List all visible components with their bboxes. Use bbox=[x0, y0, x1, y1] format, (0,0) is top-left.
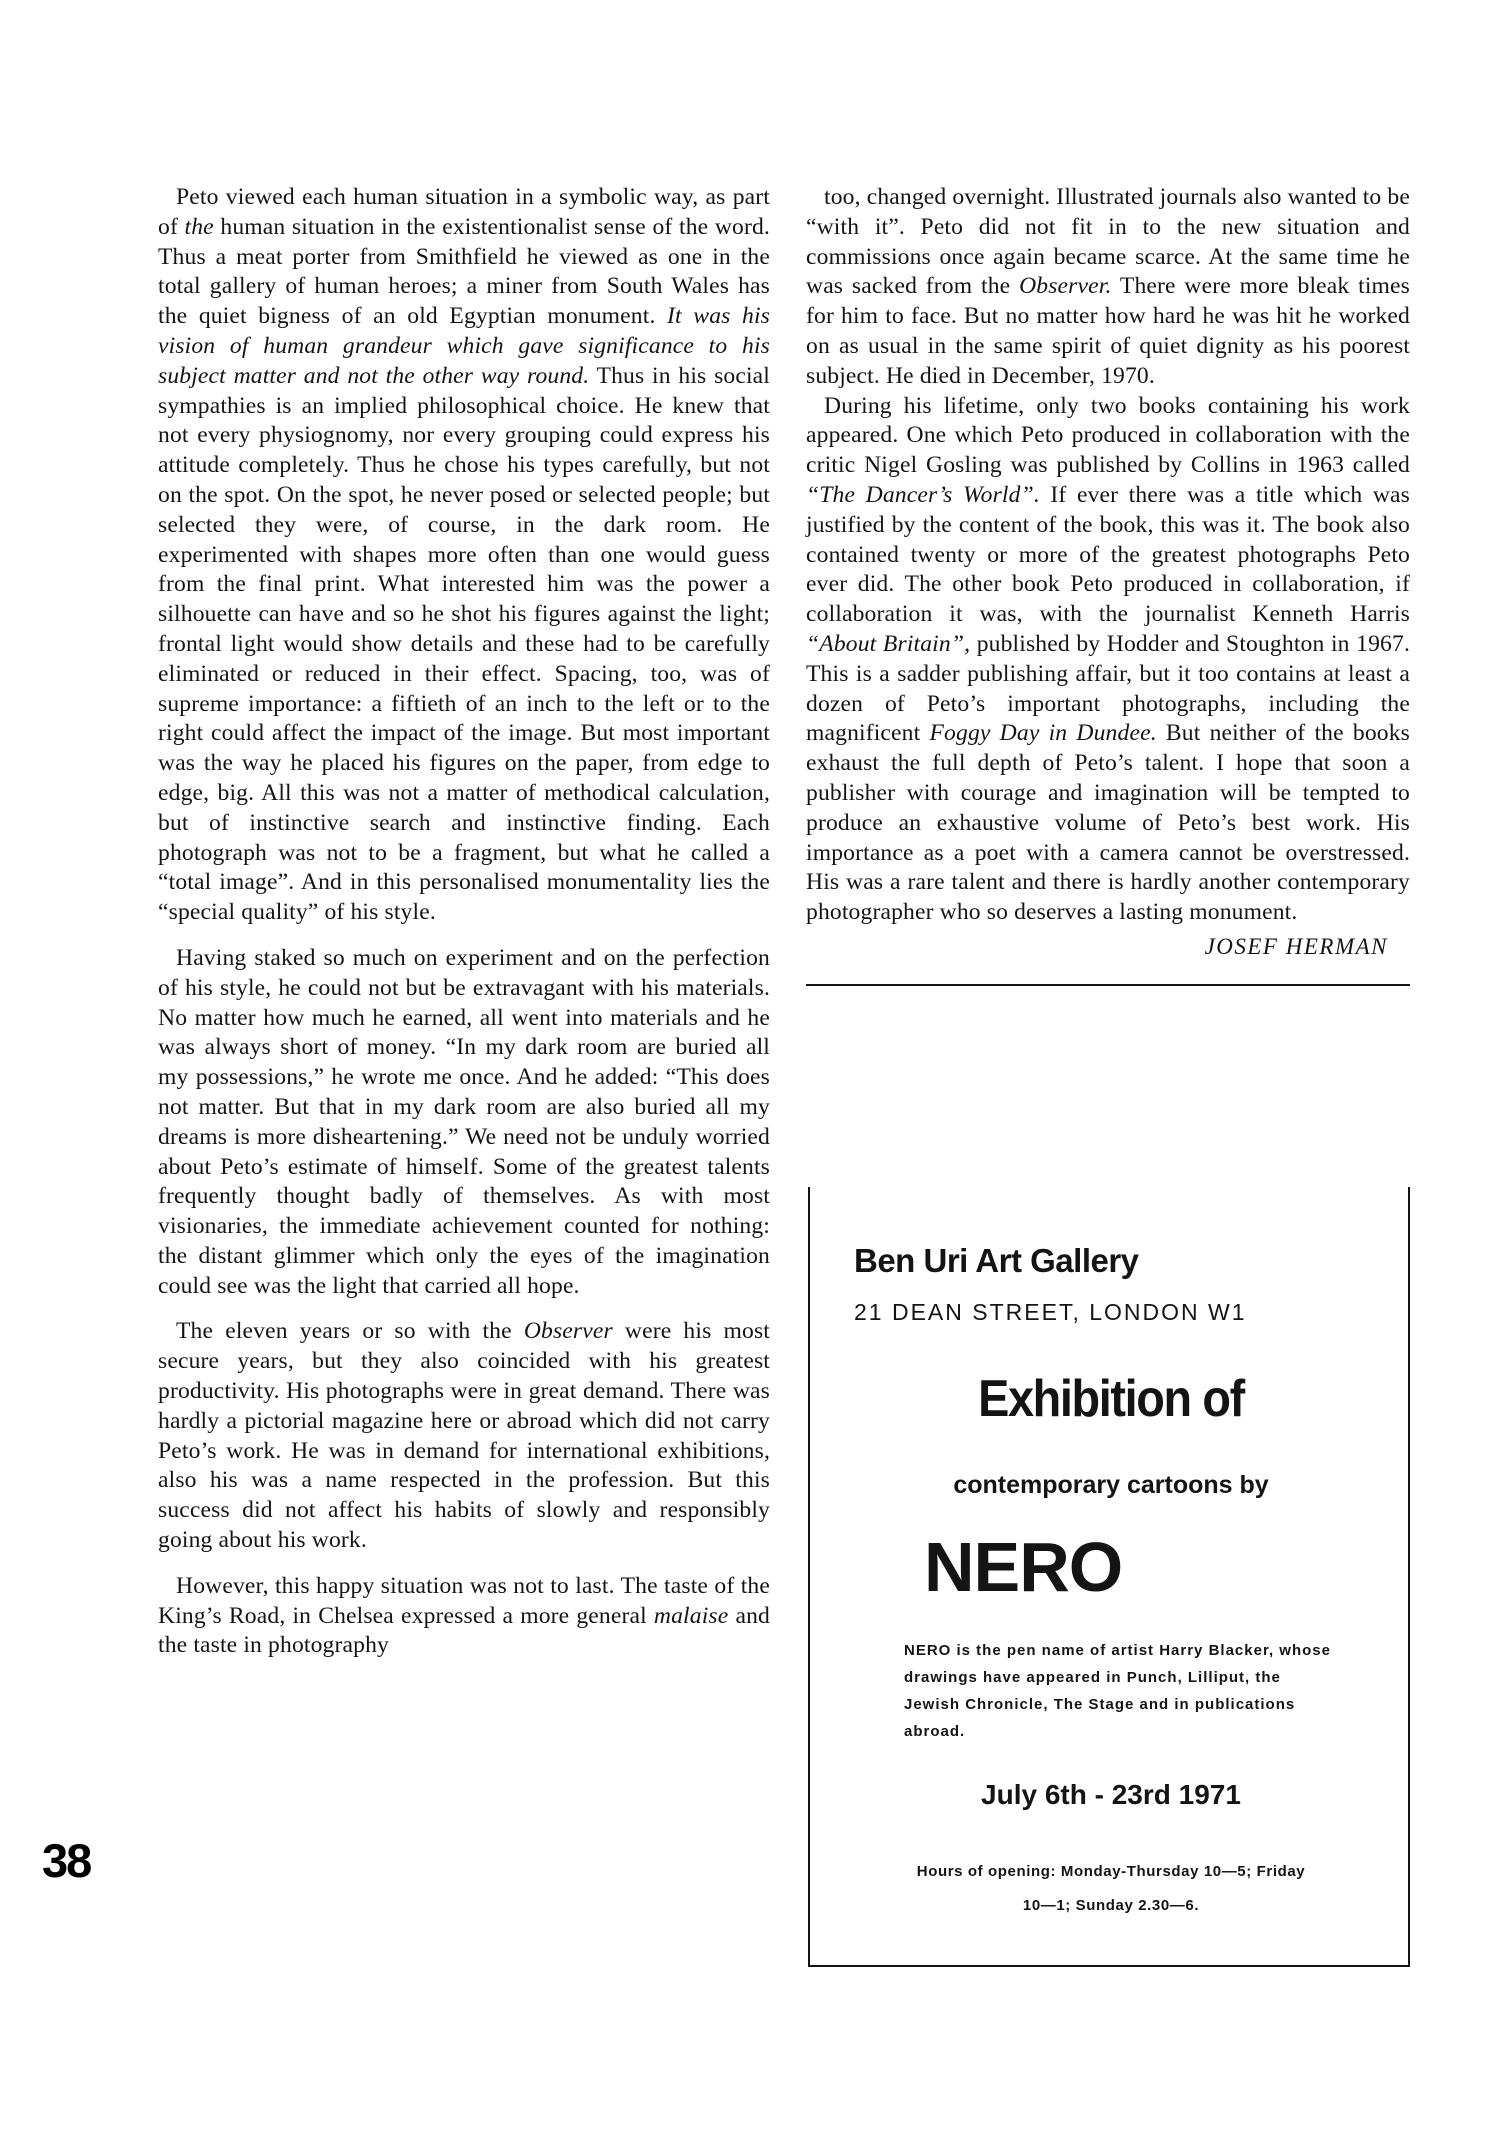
italic-text: “The Dancer’s World”. bbox=[806, 481, 1040, 508]
italic-text: “About Britain”, bbox=[806, 630, 971, 657]
text-run: were his most secure years, but they also coincided with his greatest productivity. His photographs were in great demand. There was hardly a pictorial magazine here or abroad which did not carry Peto’s work. He was in demand for international exhibitions, also his was a name respected in the profession. But this success did not affect his habits of slowly and responsibly going about his work. bbox=[158, 1318, 770, 1554]
ad-gallery-name: Ben Uri Art Gallery bbox=[854, 1242, 1139, 1279]
paragraph bbox=[158, 1317, 770, 1555]
ad-opening-hours bbox=[854, 1855, 1368, 1923]
ad-subheading: contemporary cartoons by bbox=[953, 1471, 1269, 1499]
ad-headline: Exhibition of bbox=[978, 1370, 1244, 1428]
paragraph bbox=[806, 183, 1410, 392]
italic-text: Foggy Day in Dundee. bbox=[929, 720, 1157, 747]
text-run: Thus in his social sympathies is an implied philosophical choice. He knew that not every physiognomy, nor every grouping could express his attitude completely. Thus he chose his types carefully, but not on the spot. On the spot, he never posed or selected people; but selected they were, of course, in the dark room. He experimented with shapes more often than one would guess from the final print. What interested him was the power a silhouette can have and so he shot his figures against the light; frontal light would show details and these had to be carefully eliminated or reduced in their effect. Spacing, too, was of supreme importance: a fiftieth of an inch to the left or to the right could affect the impact of the image. But most important was the way he placed his figures on the paper, from edge to edge, big. All this was not a matter of methodical calculation, but of instinctive search and instinctive finding. Each photograph was not to be a fragment, but what he called a “total image”. And in this personalised monumentality lies the “special quality” of his style. bbox=[158, 362, 771, 926]
text-run: The eleven years or so with the bbox=[176, 1318, 524, 1345]
ad-address: 21 DEAN STREET, LONDON W1 bbox=[854, 1299, 1247, 1325]
text-run: However, this happy situation was not to last. The taste of the King’s Road, in Chelsea expressed a more general bbox=[158, 1572, 770, 1629]
italic-text: the bbox=[184, 213, 214, 240]
text-run: Peto viewed each human situation in a symbolic way, as part of bbox=[158, 184, 770, 240]
right-column bbox=[806, 183, 1410, 986]
text-run: published by Hodder and Stoughton in 1967. This is a sadder publishing affair, but it too contains at least a dozen of Peto’s important photographs, including the magnificent bbox=[806, 630, 1410, 747]
text-run: If ever there was a title which was justified by the content of the book, this was it. The book also contained twenty or more of the greatest photographs Peto ever did. The other book Peto produced in collaboration, if collaboration it was, with the journalist Kenneth Harris bbox=[806, 481, 1410, 628]
ad-artist-name: NERO bbox=[924, 1528, 1123, 1606]
left-column bbox=[158, 183, 770, 1661]
text-run: But neither of the books exhaust the full depth of Peto’s talent. I hope that soon a publisher with courage and imagination will be tempted to produce an exhaustive volume of Peto’s best work. His importance as a poet with a camera cannot be overstressed. His was a rare talent and there is hardly another contemporary photographer who so deserves a lasting monument. bbox=[806, 720, 1410, 926]
paragraph bbox=[158, 1572, 770, 1661]
ad-dates: July 6th - 23rd 1971 bbox=[981, 1779, 1241, 1810]
exhibition-advert bbox=[808, 1187, 1410, 1967]
paragraph bbox=[806, 392, 1410, 928]
text-run: During his lifetime, only two books containing his work appeared. One which Peto produced in collaboration with the critic Nigel Gosling was published by Collins in 1963 called bbox=[806, 392, 1410, 479]
paragraph bbox=[158, 944, 770, 1302]
text-run: and the taste in photography bbox=[158, 1602, 770, 1659]
text-run: There were more bleak times for him to face. But no matter how hard he was hit he worked on as usual in the same spirit of quiet dignity as his poorest subject. He died in December, 1970. bbox=[806, 273, 1410, 389]
page-number: 38 bbox=[42, 1834, 91, 1887]
italic-text: Observer bbox=[523, 1318, 613, 1345]
paragraph bbox=[158, 183, 770, 928]
text-run: human situation in the existentionalist sense of the word. Thus a meat porter from Smithfield he viewed as one in the total gallery of human heroes; a miner from South Wales has the quiet bigness of an old Egyptian monument. bbox=[158, 213, 770, 330]
ad-artist-bio: NERO is the pen name of artist Harry Blacker, whose drawings have appeared in Punch, Lilliput, the Jewish Chronicle, The Stage and in publications abroad. bbox=[904, 1642, 1331, 1740]
text-run: Having staked so much on experiment and on the perfection of his style, he could not but be extravagant with his materials. No matter how much he earned, all went into materials and he was always short of money. “In my dark room are buried all my possessions,” he wrote me once. And he added: “This does not matter. But that in my dark room are also buried all my dreams is more disheartening.” We need not be unduly worried about Peto’s estimate of himself. Some of the greatest talents frequently thought badly of themselves. As with most visionaries, the immediate achievement counted for nothing: the distant glimmer which only the eyes of the imagination could see was the light that carried all hope. bbox=[158, 944, 770, 1299]
ad-hours-line: Hours of opening: Monday-Thursday 10—5; Friday bbox=[916, 1863, 1306, 1880]
text-run: too, changed overnight. Illustrated journals also wanted to be “with it”. Peto did not fit in to the new situation and commissions once again became scarce. At the same time he was sacked from the bbox=[806, 184, 1410, 300]
author-signature: JOSEF HERMAN bbox=[1204, 933, 1388, 959]
ad-hours-line: 10—1; Sunday 2.30—6. bbox=[1022, 1897, 1200, 1914]
italic-text: Observer. bbox=[1019, 273, 1112, 300]
italic-text: It was his vision of human grandeur which gave significance to his subject matter and not the other way round. bbox=[158, 303, 770, 389]
divider bbox=[806, 984, 1410, 986]
italic-text: malaise bbox=[653, 1602, 729, 1629]
